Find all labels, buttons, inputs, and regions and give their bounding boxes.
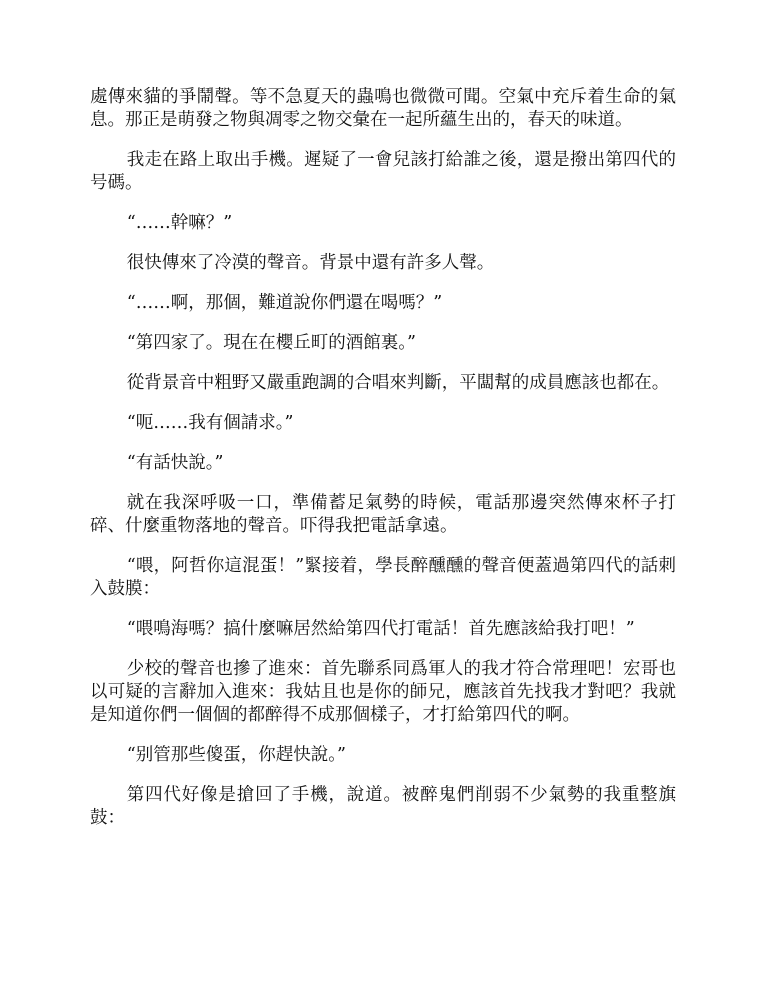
paragraph-15: 第四代好像是搶回了手機，說道。被醉鬼們削弱不少氣勢的我重整旗鼓： xyxy=(90,785,676,828)
paragraph-3: “……幹嘛？” xyxy=(126,213,233,233)
paragraph-10: 就在我深呼吸一口，準備蓄足氣勢的時候，電話那邊突然傳來杯子打碎、什麼重物落地的聲音。吓得我把電話拿遠。 xyxy=(90,493,676,536)
paragraph-7: 從背景音中粗野又嚴重跑調的合唱來判斷，平闆幫的成員應該也都在。 xyxy=(126,373,670,393)
paragraph-4: 很快傳來了冷漠的聲音。背景中還有許多人聲。 xyxy=(126,253,495,273)
body-text xyxy=(90,86,676,847)
paragraph-5: “……啊，那個，難道說你們還在喝嗎？” xyxy=(126,293,443,313)
paragraph-1: 處傳來貓的爭鬧聲。等不急夏天的蟲鳴也微微可聞。空氣中充斥着生命的氣息。那正是萌發之物與凋零之物交彙在一起所蘊生出的，春天的味道。 xyxy=(90,87,676,130)
paragraph-13: 少校的聲音也摻了進來：首先聯系同爲軍人的我才符合常理吧！宏哥也以可疑的言辭加入進來：我姑且也是你的師兄，應該首先找我才對吧？我就是知道你們一個個的都醉得不成那個樣子，才打給第四代的啊。 xyxy=(90,659,676,725)
paragraph-2: 我走在路上取出手機。遲疑了一會兒該打給誰之後，還是撥出第四代的号碼。 xyxy=(90,150,676,193)
paragraph-11: “喂，阿哲你這混蛋！”緊接着，學長醉醺醺的聲音便蓋過第四代的話刺入鼓膜： xyxy=(90,556,676,599)
paragraph-9: “有話快說。” xyxy=(126,453,224,473)
paragraph-8: “呃……我有個請求。” xyxy=(126,413,294,433)
paragraph-12: “喂鳴海嗎？搞什麼嘛居然給第四代打電話！首先應該給我打吧！” xyxy=(126,619,635,639)
paragraph-6: “第四家了。現在在櫻丘町的酒館裏。” xyxy=(126,333,416,353)
paragraph-14: “别管那些傻蛋，你趕快說。” xyxy=(126,745,346,765)
